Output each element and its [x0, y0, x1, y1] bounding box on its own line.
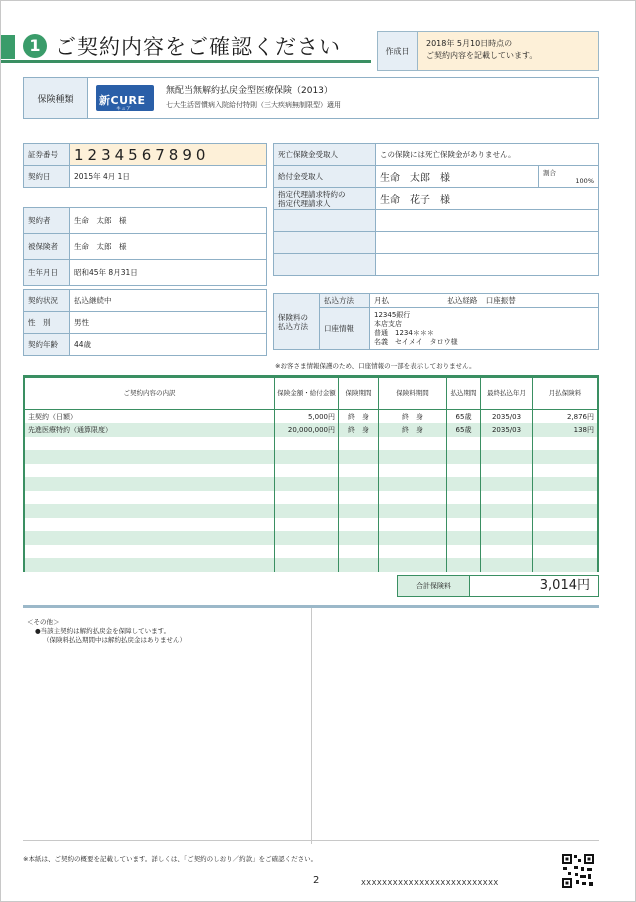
table-cell — [533, 531, 598, 545]
table-cell: 2,876円 — [533, 410, 598, 424]
table-cell: 65歳 — [447, 423, 481, 437]
table-row — [25, 437, 598, 451]
table-cell — [25, 437, 275, 451]
payment-method-label: 払込方法 — [320, 294, 370, 308]
table-cell — [275, 491, 339, 505]
table-cell — [379, 464, 447, 478]
table-cell — [339, 504, 379, 518]
table-cell: 138円 — [533, 423, 598, 437]
birth-value: 昭和45年 8月31日 — [70, 260, 267, 286]
account-info — [370, 308, 599, 350]
table-cell — [25, 545, 275, 559]
table-cell — [379, 504, 447, 518]
header-tab — [1, 35, 15, 59]
col-breakdown: ご契約内容の内訳 — [25, 378, 275, 410]
table-cell — [25, 504, 275, 518]
table-cell — [25, 450, 275, 464]
table-cell — [275, 450, 339, 464]
table-row — [25, 518, 598, 532]
policy-date: 2015年 4月 1日 — [70, 166, 267, 188]
table-cell — [339, 545, 379, 559]
empty-label-row — [274, 254, 376, 276]
table-cell — [275, 531, 339, 545]
table-cell — [275, 558, 339, 572]
qr-code-icon — [561, 853, 595, 889]
account-bank: 12345銀行 — [374, 310, 411, 319]
benefit-beneficiary-label: 給付金受取人 — [274, 166, 376, 188]
payment-label — [274, 294, 320, 350]
payment-note: ※お客さま情報保護のため、口座情報の一部を表示しておりません。 — [275, 362, 476, 370]
payment-method-value — [370, 294, 599, 308]
policy-date-label: 契約日 — [24, 166, 70, 188]
footer-note: ※本紙は、ご契約の概要を記載しています。詳しくは、「ご契約のしおり／約款」をご確認ください。 — [23, 855, 318, 863]
table-cell: 終 身 — [379, 410, 447, 424]
payment-label-line1: 保険料の — [278, 312, 308, 322]
table-cell: 終 身 — [379, 423, 447, 437]
created-line2: ご契約内容を記載しています。 — [426, 51, 538, 60]
table-cell — [447, 518, 481, 532]
page-number: 2 — [313, 875, 320, 886]
table-cell — [533, 518, 598, 532]
table-row — [25, 558, 598, 572]
insurance-rider: 七大生活習慣病入院給付特則（三大疾病無制限型）適用 — [166, 101, 341, 109]
persons-table — [23, 207, 267, 286]
account-holder: 名義 セイメイ タロウ様 — [374, 337, 458, 346]
table-cell — [275, 437, 339, 451]
table-cell — [339, 518, 379, 532]
col-amount: 保険金額・給付金額 — [275, 378, 339, 410]
total-premium-box — [397, 575, 599, 597]
table-cell — [339, 491, 379, 505]
table-cell — [481, 477, 533, 491]
table-cell — [339, 464, 379, 478]
table-cell: 終 身 — [339, 410, 379, 424]
designated-label-line2: 指定代理請求人 — [278, 198, 331, 208]
table-cell — [533, 558, 598, 572]
table-cell — [533, 464, 598, 478]
created-value — [418, 32, 598, 70]
account-branch: 本店支店 — [374, 319, 402, 328]
death-beneficiary-label: 死亡保険金受取人 — [274, 144, 376, 166]
table-cell — [275, 477, 339, 491]
designated-label — [274, 188, 376, 210]
table-cell — [379, 491, 447, 505]
status-table — [23, 289, 267, 356]
total-label: 合計保険料 — [398, 576, 470, 596]
table-cell — [379, 450, 447, 464]
table-cell — [447, 558, 481, 572]
age-label: 契約年齢 — [24, 334, 70, 356]
table-cell — [339, 558, 379, 572]
table-cell: 5,000円 — [275, 410, 339, 424]
table-row — [25, 423, 598, 437]
table-row — [25, 477, 598, 491]
table-cell — [447, 477, 481, 491]
other-line2: （保険料払込期間中は解約払戻金はありません） — [43, 636, 186, 644]
contract-table — [23, 375, 599, 572]
table-cell — [533, 491, 598, 505]
table-row — [25, 450, 598, 464]
table-cell — [481, 545, 533, 559]
logo-small: キュア — [116, 106, 132, 112]
col-monthly-premium: 月払保険料 — [533, 378, 598, 410]
sex-value: 男性 — [70, 312, 267, 334]
contractor-label: 契約者 — [24, 208, 70, 234]
table-cell — [533, 504, 598, 518]
table-cell — [533, 437, 598, 451]
account-number: 普通 1234＊＊＊ — [374, 328, 434, 337]
table-cell — [379, 531, 447, 545]
column-divider — [311, 608, 312, 844]
table-cell — [25, 558, 275, 572]
page-title: ご契約内容をご確認ください — [55, 35, 341, 59]
table-cell — [379, 437, 447, 451]
empty-value-row — [376, 210, 599, 232]
col-final-month: 最終払込年月 — [481, 378, 533, 410]
table-cell — [447, 450, 481, 464]
designated-value: 生命 花子 様 — [376, 188, 599, 210]
table-cell: 65歳 — [447, 410, 481, 424]
table-row — [25, 464, 598, 478]
account-label: 口座情報 — [320, 308, 370, 350]
col-period: 保険期間 — [339, 378, 379, 410]
table-cell — [447, 437, 481, 451]
cure-logo — [96, 85, 154, 111]
payment-label-line2: 払込方法 — [278, 321, 308, 331]
table-cell — [447, 504, 481, 518]
table-cell — [481, 531, 533, 545]
table-cell — [25, 531, 275, 545]
table-cell — [481, 450, 533, 464]
insured-value: 生命 太郎 様 — [70, 234, 267, 260]
payment-method: 月払 — [374, 296, 389, 305]
payment-route-label: 払込経路 — [447, 296, 478, 305]
status-value: 払込継続中 — [70, 290, 267, 312]
birth-label: 生年月日 — [24, 260, 70, 286]
col-premium-period: 保険料期間 — [379, 378, 447, 410]
created-label: 作成日 — [378, 32, 418, 70]
policy-number: 1234567890 — [70, 144, 267, 166]
sex-label: 性 別 — [24, 312, 70, 334]
table-cell — [447, 464, 481, 478]
designated-label-line1: 指定代理請求特約の — [278, 189, 346, 199]
beneficiary-table — [273, 143, 599, 276]
table-cell — [481, 491, 533, 505]
table-cell: 2035/03 — [481, 410, 533, 424]
insurance-name: 無配当無解約払戻金型医療保険（2013） — [166, 86, 333, 96]
table-cell — [339, 477, 379, 491]
table-cell — [25, 491, 275, 505]
table-cell: 先進医療特約（通算限度） — [25, 423, 275, 437]
table-cell — [379, 518, 447, 532]
table-cell — [481, 437, 533, 451]
table-cell — [447, 531, 481, 545]
benefit-ratio-value: 100% — [575, 176, 594, 185]
table-row — [25, 504, 598, 518]
empty-value-row — [376, 232, 599, 254]
insured-label: 被保険者 — [24, 234, 70, 260]
policy-table — [23, 143, 267, 188]
contract-grid — [24, 377, 598, 572]
benefit-ratio — [539, 166, 599, 188]
created-date-box — [377, 31, 599, 71]
benefit-ratio-label: 割合 — [543, 168, 556, 177]
table-cell — [339, 531, 379, 545]
other-section — [23, 605, 599, 841]
table-row — [25, 545, 598, 559]
table-cell — [379, 545, 447, 559]
empty-label-row — [274, 210, 376, 232]
table-cell — [339, 437, 379, 451]
table-cell — [275, 518, 339, 532]
table-row — [25, 410, 598, 424]
total-value: 3,014円 — [539, 578, 590, 593]
table-cell — [379, 558, 447, 572]
table-row — [25, 531, 598, 545]
logo-brand: 新CURE — [99, 94, 146, 107]
benefit-beneficiary-value: 生命 太郎 様 — [376, 166, 539, 188]
death-beneficiary-value: この保険には死亡保険金がありません。 — [376, 144, 599, 166]
section-number: 1 — [23, 34, 47, 58]
table-cell — [339, 450, 379, 464]
payment-route: 口座振替 — [485, 296, 516, 305]
table-cell — [533, 477, 598, 491]
table-cell — [379, 477, 447, 491]
insurance-names — [162, 78, 345, 118]
document-code: XXXXXXXXXXXXXXXXXXXXXXXXXX — [361, 879, 499, 887]
other-heading: ＜その他＞ — [27, 618, 60, 626]
other-text — [27, 618, 186, 645]
table-cell — [481, 504, 533, 518]
table-cell — [25, 464, 275, 478]
empty-label-row — [274, 232, 376, 254]
table-cell — [481, 518, 533, 532]
table-cell — [275, 504, 339, 518]
table-cell — [533, 450, 598, 464]
insurance-type-box — [23, 77, 599, 119]
table-cell: 終 身 — [339, 423, 379, 437]
col-pay-period: 払込期間 — [447, 378, 481, 410]
table-cell — [447, 545, 481, 559]
status-label: 契約状況 — [24, 290, 70, 312]
table-cell — [447, 491, 481, 505]
other-line1: ●当該主契約は解約払戻金を保障しています。 — [35, 627, 171, 635]
payment-table — [273, 293, 599, 350]
table-cell — [275, 545, 339, 559]
table-cell — [25, 477, 275, 491]
table-cell — [481, 558, 533, 572]
contract-rows — [25, 410, 598, 572]
empty-value-row — [376, 254, 599, 276]
policy-number-label: 証券番号 — [24, 144, 70, 166]
table-row — [25, 491, 598, 505]
table-cell: 2035/03 — [481, 423, 533, 437]
insurance-type-label: 保険種類 — [24, 78, 88, 118]
table-cell — [481, 464, 533, 478]
age-value: 44歳 — [70, 334, 267, 356]
table-cell: 20,000,000円 — [275, 423, 339, 437]
table-cell — [533, 545, 598, 559]
table-cell — [25, 518, 275, 532]
table-cell: 主契約（日額） — [25, 410, 275, 424]
created-line1: 2018年 5月10日時点の — [426, 39, 513, 48]
contractor-value: 生命 太郎 様 — [70, 208, 267, 234]
table-cell — [275, 464, 339, 478]
